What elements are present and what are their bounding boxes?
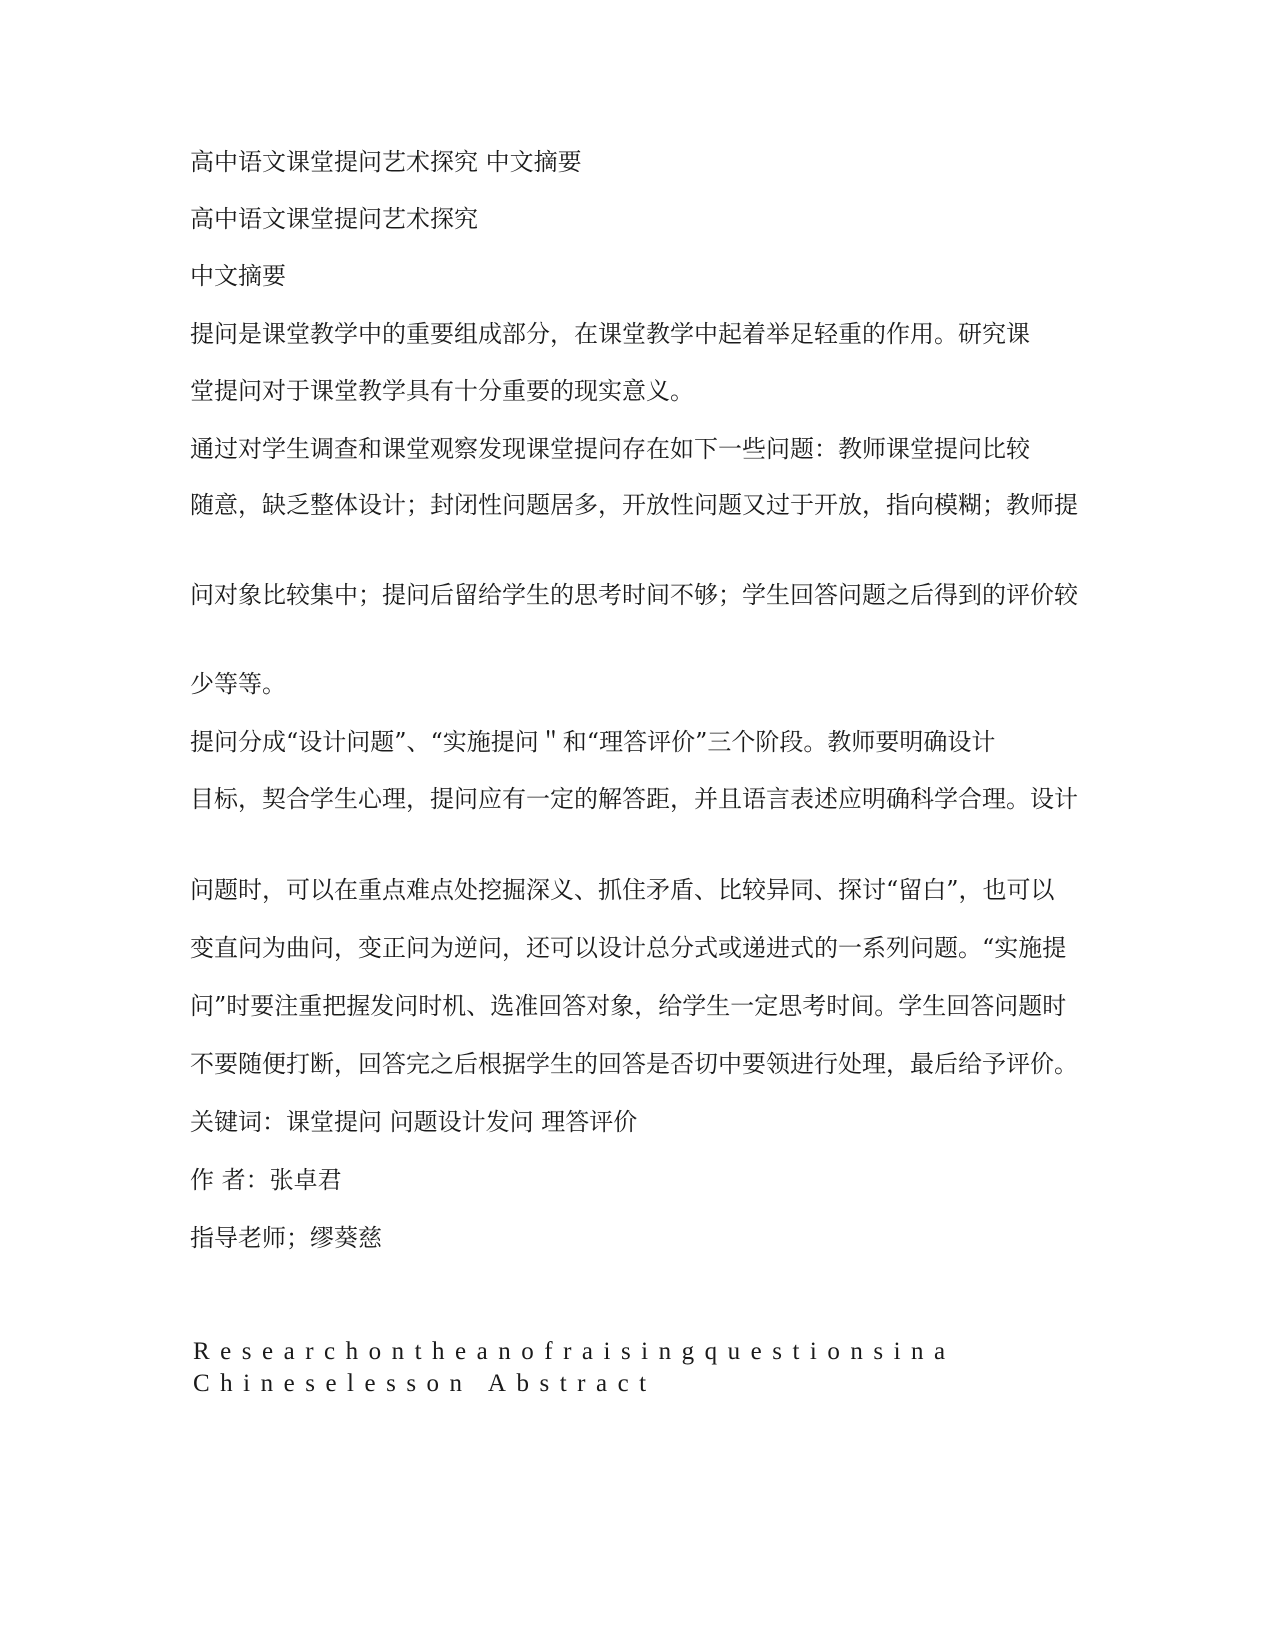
abstract-line: 目标，契合学生心理，提问应有一定的解答距，并且语言表述应明确科学合理。设计	[190, 785, 1078, 813]
document-title: 高中语文课堂提问艺术探究	[190, 205, 478, 233]
heading-combined: 高中语文课堂提问艺术探究 中文摘要	[190, 148, 582, 176]
english-title-line-2: Chineselesson Abstract	[193, 1370, 657, 1397]
abstract-line: 问”时要注重把握发问时机、选准回答对象，给学生一定思考时间。学生回答问题时	[190, 992, 1067, 1020]
abstract-line: 不要随便打断，回答完之后根据学生的回答是否切中要领进行处理，最后给予评价。	[190, 1050, 1078, 1078]
abstract-line: 变直问为曲问，变正问为逆问，还可以设计总分式或递进式的一系列问题。“实施提	[190, 934, 1067, 962]
abstract-line: 随意，缺乏整体设计；封闭性问题居多，开放性问题又过于开放，指向模糊；教师提	[190, 491, 1078, 519]
english-title-line-1: Researchontheanofraisingquestionsina	[193, 1338, 956, 1365]
advisor-line: 指导老师；缪葵慈	[190, 1224, 382, 1252]
abstract-line: 问题时，可以在重点难点处挖掘深义、抓住矛盾、比较异同、探讨“留白”，也可以	[190, 876, 1055, 904]
abstract-line: 问对象比较集中；提问后留给学生的思考时间不够；学生回答问题之后得到的评价较	[190, 581, 1078, 609]
abstract-line: 少等等。	[190, 670, 286, 698]
abstract-label: 中文摘要	[190, 262, 286, 290]
abstract-line: 通过对学生调查和课堂观察发现课堂提问存在如下一些问题：教师课堂提问比较	[190, 435, 1030, 463]
keywords-line: 关键词：课堂提问 问题设计发问 理答评价	[190, 1108, 638, 1136]
abstract-line: 提问分成“设计问题”、“实施提问＂和“理答评价”三个阶段。教师要明确设计	[190, 728, 996, 756]
abstract-line: 提问是课堂教学中的重要组成部分，在课堂教学中起着举足轻重的作用。研究课	[190, 320, 1030, 348]
abstract-line: 堂提问对于课堂教学具有十分重要的现实意义。	[190, 377, 694, 405]
author-line: 作 者：张卓君	[190, 1166, 342, 1194]
